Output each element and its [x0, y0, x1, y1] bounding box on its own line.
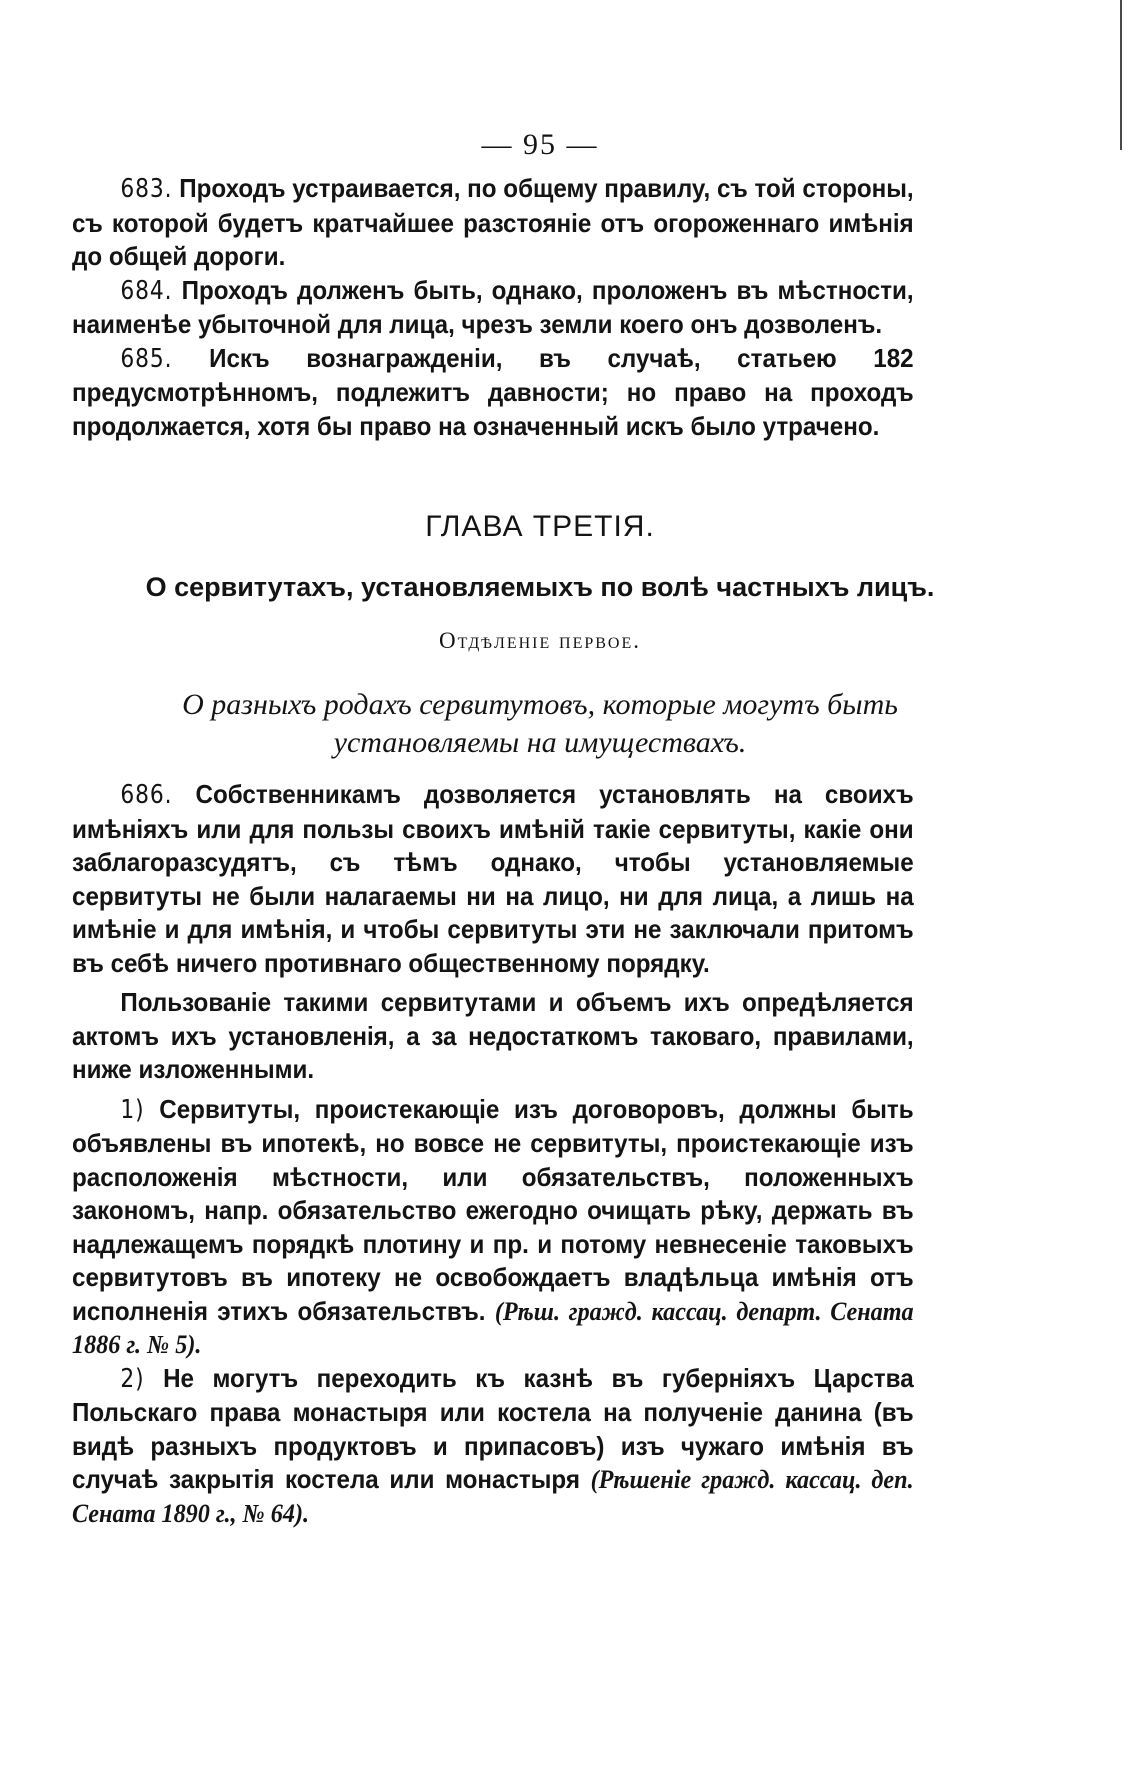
- usage-text: Пользованіе такими сервитутами и объемъ ихъ опредѣляется актомъ ихъ установленія, а за недостаткомъ таковаго, правилами, ниже изложенными.: [72, 987, 914, 1084]
- usage-paragraph: [72, 986, 914, 1087]
- page-number: — 95 —: [481, 128, 599, 161]
- article-number: 686.: [120, 780, 173, 810]
- articles-bottom: [72, 778, 914, 1530]
- note-text: Сервитуты, проистекающіе изъ договоровъ, должны быть объявлены въ ипотекѣ, но вовсе не сервитуты, проистекающіе изъ расположенія мѣстности, или обязательствъ, положенныхъ закономъ, напр. обязательство ежегодно очищать рѣку, держать въ надлежащемъ порядкѣ плотину и пр. и потому невнесеніе таковыхъ сервитутовъ въ ипотеку не освобождаетъ владѣльца имѣнія отъ исполненія этихъ обязательствъ.: [72, 1093, 914, 1326]
- chapter-title: ГЛАВА ТРЕТІЯ.: [425, 510, 655, 543]
- section-heading-line-2: установляемы на имуществахъ.: [333, 726, 747, 759]
- article-text: Искъ вознагражденіи, въ случаѣ, статьею 182 предусмотрѣнномъ, подлежитъ давности; но право на проходъ продолжается, хотя бы право на означенный искъ было утрачено.: [72, 342, 914, 441]
- note-number: 1): [120, 1094, 145, 1125]
- article-number: 685.: [120, 343, 173, 374]
- article-number: 684.: [120, 275, 173, 306]
- article-685: [72, 342, 914, 444]
- article-text: Собственникамъ дозволяется установлять на своихъ имѣніяхъ или для пользы своихъ имѣній такіе сервитуты, какіе они заблагоразсудятъ, съ тѣмъ однако, чтобы установляемые сервитуты не были налагаемы ни на лицо, ни для лица, а лишь на имѣніе и для имѣнія, и чтобы сервитуты эти не заключали притомъ въ себѣ ничего противнаго общественному порядку.: [72, 779, 914, 978]
- chapter-subtitle: О сервитутахъ, установляемыхъ по волѣ частныхъ лицъ.: [145, 572, 935, 602]
- article-684: [72, 274, 914, 342]
- article-text: Проходъ долженъ быть, однако, проложенъ въ мѣстности, наименѣе убыточной для лица, чрезъ земли коего онъ дозволенъ.: [72, 274, 914, 339]
- section-heading: [0, 686, 1080, 762]
- note-1: [72, 1093, 914, 1362]
- article-686: [72, 778, 914, 980]
- section-heading-line-1: О разныхъ родахъ сервитутовъ, которые могутъ быть: [182, 688, 898, 721]
- article-text: Проходъ устраивается, по общему правилу, съ той стороны, съ которой будетъ кратчайшее разстояніе отъ огороженнаго имѣнія до общей дороги.: [72, 173, 914, 271]
- note-2: [72, 1362, 914, 1531]
- note-citation: (Рѣш. гражд. кассац. департ. Сената 1886 г. № 5).: [72, 1296, 914, 1359]
- section-title: Отдѣленіе первое.: [438, 628, 642, 653]
- note-citation: (Рѣшеніе гражд. кассац. деп. Сената 1890 г., № 64).: [72, 1465, 914, 1528]
- article-683: [72, 172, 914, 274]
- articles-top: [72, 172, 914, 443]
- article-number: 683.: [120, 174, 173, 204]
- note-number: 2): [120, 1363, 145, 1394]
- scan-edge-line: [1120, 0, 1122, 150]
- note-text: Не могутъ переходить къ казнѣ въ губерніяхъ Царства Польскаго права монастыря или костела на полученіе данина (въ видѣ разныхъ продуктовъ и припасовъ) изъ чужаго имѣнія въ случаѣ закрытія костела или монастыря: [72, 1362, 914, 1494]
